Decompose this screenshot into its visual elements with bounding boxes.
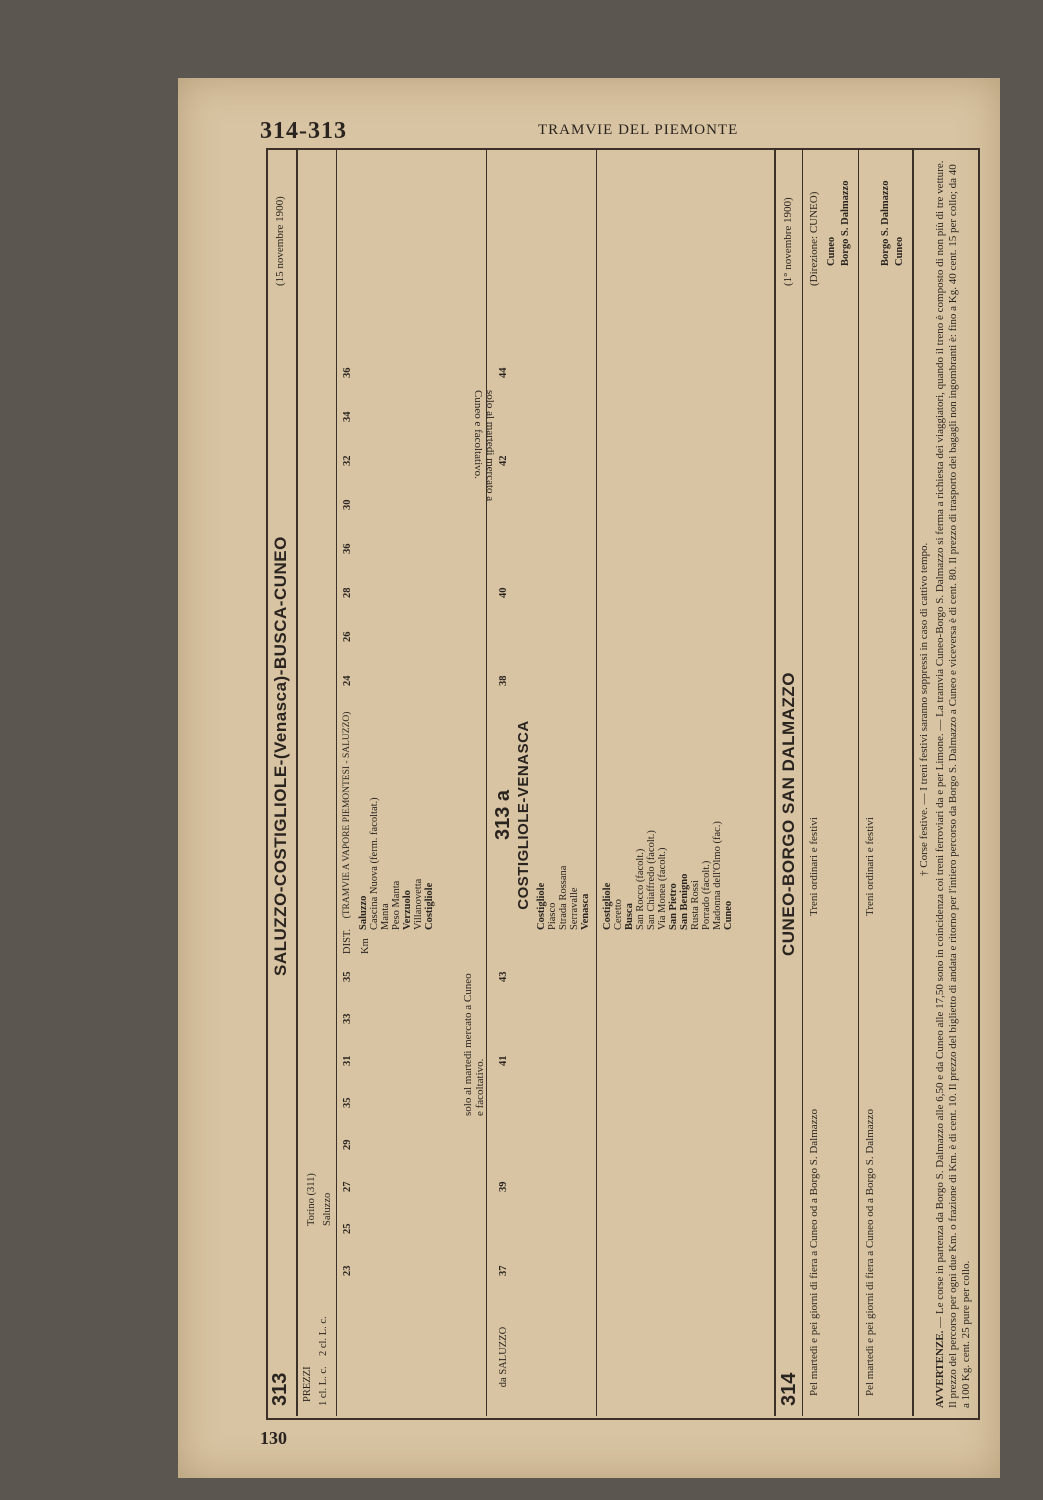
train-num: 23 (342, 1265, 353, 1276)
train-num: 31 (342, 1055, 353, 1066)
page-number: 130 (260, 1428, 287, 1448)
station-item: Busca (624, 903, 635, 930)
s314-station-b1: Borgo S. Dalmazzo (880, 180, 891, 266)
s313-station-block (342, 700, 435, 930)
station-venasca: Venasca (580, 893, 591, 930)
station-item: Rusta Rossi (690, 880, 701, 930)
train-num: 29 (342, 1139, 353, 1150)
page-range: 314-313 (260, 118, 347, 144)
station-item: Costigliole (602, 882, 613, 930)
train-num: 36 (342, 543, 353, 554)
train-num: 25 (342, 1223, 353, 1234)
ordinary-label-2: Treni ordinari e festivi (864, 817, 876, 916)
s314-date: (1° novembre 1900) (782, 197, 794, 286)
station-villanovetta: Villanovetta (413, 878, 424, 930)
s313-date: (15 novembre 1900) (274, 196, 286, 286)
station-peso-manta: Peso Manta (391, 880, 402, 930)
saluzzo-line: Saluzzo (322, 1192, 333, 1226)
station-item: Via Monea (facolt.) (657, 847, 668, 930)
train-num: 28 (342, 587, 353, 598)
s314-title-bar (776, 148, 803, 1416)
train-num: 35 (342, 971, 353, 982)
station-item: Madonna dell'Olmo (fac.) (712, 821, 723, 930)
station-verzuolo: Verzuolo (402, 890, 413, 930)
station-item: Ceretto (613, 899, 624, 930)
train-num: 42 (498, 455, 509, 466)
timetable-page (178, 78, 1000, 1478)
s313-number: 313 (269, 1372, 291, 1406)
train-num: 26 (342, 631, 353, 642)
train-num: 30 (342, 499, 353, 510)
s313-title-bar (266, 148, 298, 1416)
avvertenze-text: — Le corse in partenza da Borgo S. Dalmazzo alle 6,50 e da Cuneo alle 17,50 sono in coincidenza coi treni ferroviari da e per Limone. — La tramvia Cuneo-Borgo S. Dalmazzo si ferma a richiesta dei viaggiatori, quando il treno è composto di non più di tre vetture. Il prezzo del percorso per ogni due Km. o frazione di Km. è di cent. 10. Il prezzo del biglietto di andata e ritorno per l'intiero percorso da Borgo S. Dalmazzo a Cuneo e viceversa è di cent. 80. Il prezzo di trasporto dei bagagli non ingombranti è: fino a Kg. 40 cent. 15 per collo; da 40 a 100 Kg. cent. 25 pure per collo. (934, 160, 972, 1408)
operator-label: (TRAMVIE A VAPORE PIEMONTESI - SALUZZO) (342, 711, 352, 919)
avvertenze-title: AVVERTENZE. (934, 1330, 946, 1408)
train-num: 36 (342, 367, 353, 378)
s314-station-b2: Cuneo (894, 236, 905, 266)
station-item: San Rocco (facolt.) (635, 848, 646, 930)
train-num: 44 (498, 367, 509, 378)
station-item: Cuneo (723, 900, 734, 930)
rotated-content (266, 148, 976, 1416)
market-note-left: solo al martedì mercato a Cuneo e facoltativo. (462, 973, 486, 1116)
prices-label: PREZZI (302, 1366, 313, 1402)
s314-number: 314 (778, 1372, 800, 1406)
ordinary-label-1: Treni ordinari e festivi (808, 817, 820, 916)
fair-label-1: Pel martedì e pei giorni di fiera a Cuneo od a Borgo S. Dalmazzo (808, 1109, 820, 1396)
fair-label-2: Pel martedì e pei giorni di fiera a Cuneo od a Borgo S. Dalmazzo (864, 1109, 876, 1396)
festive-note: † Corse festive. — I treni festivi saranno soppressi in caso di cattivo tempo. (918, 542, 930, 876)
station-item: San Chiaffredo (facolt.) (646, 830, 657, 930)
dist-label: DIST. (342, 928, 353, 954)
station-serravalle: Serravalle (569, 887, 580, 930)
station-item: San Pietro (668, 883, 679, 930)
station-cascina-nuova: Cascina Nuova (ferm. facoltat.) (369, 797, 380, 930)
direction-label: (Direzione: CUNEO) (808, 191, 820, 286)
train-num: 37 (498, 1265, 509, 1276)
market-note-right: solo al martedì mercato a Cuneo e facoltativo. (472, 390, 496, 502)
s313a-number: 313 a (492, 789, 514, 841)
train-num: 34 (342, 411, 353, 422)
da-saluzzo-label: da SALUZZO (498, 1326, 509, 1388)
train-num: 39 (498, 1181, 509, 1192)
price-col-2: 2 cl. L. c. (318, 1316, 329, 1356)
avvertenze (934, 158, 973, 1408)
train-num: 24 (342, 675, 353, 686)
km-label: Km (360, 938, 371, 954)
train-num: 43 (498, 971, 509, 982)
train-num: 40 (498, 587, 509, 598)
station-item: San Benigno (679, 873, 690, 930)
s313a-title: COSTIGLIOLE-VENASCA (515, 720, 532, 910)
s314-station-a1: Cuneo (826, 236, 837, 266)
s313a-block (492, 700, 591, 930)
train-num: 41 (498, 1055, 509, 1066)
train-num: 33 (342, 1013, 353, 1024)
station-piasco: Piasco (547, 902, 558, 930)
train-num: 27 (342, 1181, 353, 1192)
station-item: Porrado (facolt.) (701, 860, 712, 930)
station-costigliole: Costigliole (424, 882, 435, 930)
station-manta: Manta (380, 903, 391, 930)
s314-title: CUNEO-BORGO SAN DALMAZZO (779, 672, 798, 956)
s314-station-a2: Borgo S. Dalmazzo (840, 180, 851, 266)
s313-title: SALUZZO-COSTIGLIOLE-(Venasca)-BUSCA-CUNEO (271, 536, 290, 976)
station-saluzzo: Saluzzo (358, 895, 369, 930)
station-strada-rossana: Strada Rossana (558, 865, 569, 930)
station-costigliole-a: Costigliole (536, 882, 547, 930)
train-num: 32 (342, 455, 353, 466)
page-header-title: TRAMVIE DEL PIEMONTE (538, 122, 739, 138)
price-col-1: 1 cl. L. c. (318, 1366, 329, 1406)
s313b-station-block (602, 700, 734, 930)
train-num: 35 (342, 1097, 353, 1108)
torino-line: Torino (311) (306, 1173, 317, 1226)
train-num: 38 (498, 675, 509, 686)
